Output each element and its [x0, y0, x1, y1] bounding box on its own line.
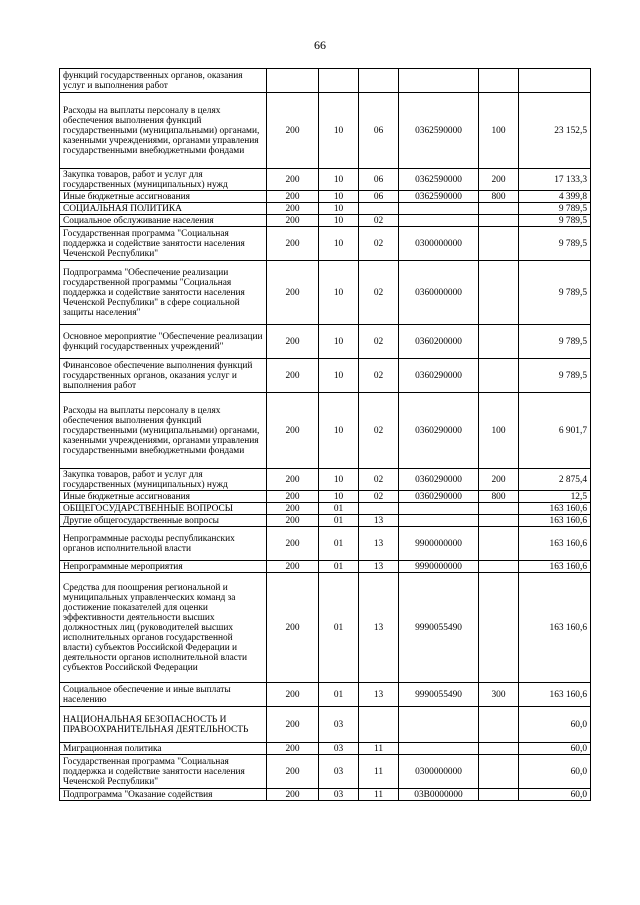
- row-amount: 60,0: [519, 789, 591, 801]
- row-target-article: [399, 203, 479, 215]
- row-subsection: 13: [359, 561, 399, 573]
- row-expense-type: 100: [479, 393, 519, 469]
- row-grbs: 200: [267, 707, 319, 743]
- row-name: СОЦИАЛЬНАЯ ПОЛИТИКА: [60, 203, 267, 215]
- row-amount: 60,0: [519, 743, 591, 755]
- table-row: [60, 203, 591, 215]
- row-section: 10: [319, 491, 359, 503]
- row-name: Непрограммные мероприятия: [60, 561, 267, 573]
- row-subsection: 02: [359, 215, 399, 227]
- table-row: [60, 491, 591, 503]
- row-subsection: 02: [359, 491, 399, 503]
- row-section: 03: [319, 707, 359, 743]
- row-grbs: 200: [267, 683, 319, 707]
- table-row: [60, 169, 591, 191]
- row-amount: 2 875,4: [519, 469, 591, 491]
- row-name: Государственная программа "Социальная поддержка и содействие занятости населения Чеченской Республики": [60, 227, 267, 261]
- row-section: 01: [319, 527, 359, 561]
- row-name: функций государственных органов, оказания услуг и выполнения работ: [60, 69, 267, 93]
- row-name: Закупка товаров, работ и услуг для государственных (муниципальных) нужд: [60, 169, 267, 191]
- row-target-article: [399, 69, 479, 93]
- row-section: 03: [319, 743, 359, 755]
- row-grbs: 200: [267, 215, 319, 227]
- row-subsection: 13: [359, 527, 399, 561]
- row-amount: [519, 69, 591, 93]
- row-expense-type: [479, 527, 519, 561]
- row-grbs: 200: [267, 359, 319, 393]
- row-amount: 163 160,6: [519, 561, 591, 573]
- row-name: Социальное обеспечение и иные выплаты населению: [60, 683, 267, 707]
- row-name: Расходы на выплаты персоналу в целях обеспечения выполнения функций государственными (муниципальными) органами, казенными учреждениями, органами управления государственными внебюджетными фондами: [60, 93, 267, 169]
- row-subsection: 06: [359, 169, 399, 191]
- row-amount: 9 789,5: [519, 261, 591, 325]
- row-grbs: 200: [267, 169, 319, 191]
- row-name: Миграционная политика: [60, 743, 267, 755]
- row-amount: 9 789,5: [519, 325, 591, 359]
- row-section: 10: [319, 393, 359, 469]
- row-target-article: 0360290000: [399, 469, 479, 491]
- row-subsection: 02: [359, 261, 399, 325]
- row-amount: 163 160,6: [519, 503, 591, 515]
- table-row: [60, 93, 591, 169]
- row-subsection: 13: [359, 683, 399, 707]
- row-amount: 12,5: [519, 491, 591, 503]
- row-subsection: [359, 69, 399, 93]
- table-row: [60, 527, 591, 561]
- row-section: [319, 69, 359, 93]
- row-subsection: 13: [359, 515, 399, 527]
- row-grbs: [267, 69, 319, 93]
- row-amount: 60,0: [519, 707, 591, 743]
- row-expense-type: [479, 561, 519, 573]
- row-amount: 60,0: [519, 755, 591, 789]
- row-grbs: 200: [267, 491, 319, 503]
- row-name: Подпрограмма "Оказание содействия: [60, 789, 267, 801]
- row-section: 01: [319, 573, 359, 683]
- row-name: Непрограммные расходы республиканских органов исполнительной власти: [60, 527, 267, 561]
- table-row: [60, 573, 591, 683]
- row-name: Другие общегосударственные вопросы: [60, 515, 267, 527]
- row-amount: 4 399,8: [519, 191, 591, 203]
- row-name: Средства для поощрения региональной и муниципальных управленческих команд за достижение показателей для оценки эффективности деятельности высших должностных лиц (руководителей высших исполнительных органов государственной власти) субъектов Российской Федерации и деятельности органов исполнительной власти субъектов Российской Федерации: [60, 573, 267, 683]
- row-expense-type: [479, 215, 519, 227]
- row-expense-type: [479, 203, 519, 215]
- row-section: 10: [319, 215, 359, 227]
- row-amount: 163 160,6: [519, 683, 591, 707]
- row-section: 10: [319, 227, 359, 261]
- row-grbs: 200: [267, 527, 319, 561]
- row-grbs: 200: [267, 261, 319, 325]
- row-grbs: 200: [267, 515, 319, 527]
- row-name: Подпрограмма "Обеспечение реализации государственной программы "Социальная поддержка и содействие занятости населения Чеченской Республики" в сфере социальной защиты населения": [60, 261, 267, 325]
- row-section: 01: [319, 683, 359, 707]
- row-target-article: [399, 707, 479, 743]
- row-amount: 23 152,5: [519, 93, 591, 169]
- row-subsection: 13: [359, 573, 399, 683]
- row-subsection: [359, 707, 399, 743]
- row-amount: 9 789,5: [519, 359, 591, 393]
- row-name: НАЦИОНАЛЬНАЯ БЕЗОПАСНОСТЬ И ПРАВООХРАНИТЕЛЬНАЯ ДЕЯТЕЛЬНОСТЬ: [60, 707, 267, 743]
- row-target-article: [399, 743, 479, 755]
- table-row: [60, 261, 591, 325]
- row-section: 10: [319, 469, 359, 491]
- table-row: [60, 683, 591, 707]
- table-row: [60, 515, 591, 527]
- row-grbs: 200: [267, 789, 319, 801]
- row-section: 03: [319, 755, 359, 789]
- row-subsection: 02: [359, 359, 399, 393]
- row-target-article: 0360290000: [399, 359, 479, 393]
- row-amount: 9 789,5: [519, 203, 591, 215]
- row-section: 01: [319, 515, 359, 527]
- row-name: Расходы на выплаты персоналу в целях обеспечения выполнения функций государственными (муниципальными) органами, казенными учреждениями, органами управления государственными внебюджетными фондами: [60, 393, 267, 469]
- row-grbs: 200: [267, 561, 319, 573]
- row-expense-type: [479, 515, 519, 527]
- row-name: Социальное обслуживание населения: [60, 215, 267, 227]
- row-grbs: 200: [267, 325, 319, 359]
- row-subsection: 02: [359, 393, 399, 469]
- row-expense-type: [479, 359, 519, 393]
- row-name: Закупка товаров, работ и услуг для государственных (муниципальных) нужд: [60, 469, 267, 491]
- table-row: [60, 707, 591, 743]
- row-expense-type: 800: [479, 191, 519, 203]
- row-expense-type: [479, 69, 519, 93]
- row-expense-type: [479, 503, 519, 515]
- row-target-article: [399, 215, 479, 227]
- row-section: 10: [319, 325, 359, 359]
- row-expense-type: [479, 261, 519, 325]
- table-row: [60, 69, 591, 93]
- row-target-article: 0300000000: [399, 755, 479, 789]
- row-expense-type: 200: [479, 469, 519, 491]
- row-target-article: 0360000000: [399, 261, 479, 325]
- row-target-article: 9990000000: [399, 561, 479, 573]
- row-target-article: 0360290000: [399, 491, 479, 503]
- row-expense-type: [479, 707, 519, 743]
- row-target-article: 0360290000: [399, 393, 479, 469]
- row-name: Основное мероприятие "Обеспечение реализации функций государственных учреждений": [60, 325, 267, 359]
- row-expense-type: 300: [479, 683, 519, 707]
- row-grbs: 200: [267, 573, 319, 683]
- row-expense-type: [479, 227, 519, 261]
- row-target-article: 03В0000000: [399, 789, 479, 801]
- row-subsection: 11: [359, 755, 399, 789]
- row-target-article: 9990055490: [399, 683, 479, 707]
- row-target-article: 0300000000: [399, 227, 479, 261]
- table-row: [60, 743, 591, 755]
- table-row: [60, 215, 591, 227]
- row-section: 01: [319, 561, 359, 573]
- row-expense-type: 200: [479, 169, 519, 191]
- row-section: 10: [319, 261, 359, 325]
- row-subsection: 02: [359, 227, 399, 261]
- row-amount: 17 133,3: [519, 169, 591, 191]
- row-section: 01: [319, 503, 359, 515]
- budget-table: [59, 68, 591, 801]
- table-row: [60, 789, 591, 801]
- table-row: [60, 503, 591, 515]
- row-grbs: 200: [267, 755, 319, 789]
- row-target-article: 0362590000: [399, 191, 479, 203]
- row-grbs: 200: [267, 393, 319, 469]
- row-subsection: [359, 503, 399, 515]
- row-name: ОБЩЕГОСУДАРСТВЕННЫЕ ВОПРОСЫ: [60, 503, 267, 515]
- row-name: Иные бюджетные ассигнования: [60, 491, 267, 503]
- row-section: 10: [319, 359, 359, 393]
- row-expense-type: [479, 789, 519, 801]
- row-subsection: [359, 203, 399, 215]
- row-amount: 163 160,6: [519, 527, 591, 561]
- row-section: 03: [319, 789, 359, 801]
- table-row: [60, 191, 591, 203]
- row-target-article: 9990055490: [399, 573, 479, 683]
- table-row: [60, 359, 591, 393]
- row-grbs: 200: [267, 227, 319, 261]
- row-subsection: 02: [359, 325, 399, 359]
- table-row: [60, 561, 591, 573]
- row-section: 10: [319, 169, 359, 191]
- row-grbs: 200: [267, 743, 319, 755]
- row-expense-type: [479, 755, 519, 789]
- row-amount: 6 901,7: [519, 393, 591, 469]
- row-expense-type: 100: [479, 93, 519, 169]
- row-subsection: 06: [359, 191, 399, 203]
- page-number: 66: [314, 38, 326, 52]
- row-grbs: 200: [267, 93, 319, 169]
- row-amount: 9 789,5: [519, 215, 591, 227]
- row-subsection: 11: [359, 789, 399, 801]
- row-target-article: 0362590000: [399, 93, 479, 169]
- row-grbs: 200: [267, 469, 319, 491]
- table-row: [60, 393, 591, 469]
- row-amount: 163 160,6: [519, 515, 591, 527]
- row-expense-type: [479, 743, 519, 755]
- row-grbs: 200: [267, 191, 319, 203]
- row-subsection: 06: [359, 93, 399, 169]
- table-row: [60, 227, 591, 261]
- row-expense-type: [479, 325, 519, 359]
- row-amount: 163 160,6: [519, 573, 591, 683]
- table-row: [60, 755, 591, 789]
- row-subsection: 02: [359, 469, 399, 491]
- row-expense-type: [479, 573, 519, 683]
- row-section: 10: [319, 203, 359, 215]
- row-amount: 9 789,5: [519, 227, 591, 261]
- row-name: Финансовое обеспечение выполнения функций государственных органов, оказания услуг и выполнения работ: [60, 359, 267, 393]
- table-row: [60, 469, 591, 491]
- row-name: Государственная программа "Социальная поддержка и содействие занятости населения Чеченской Республики": [60, 755, 267, 789]
- row-section: 10: [319, 191, 359, 203]
- row-grbs: 200: [267, 503, 319, 515]
- table-row: [60, 325, 591, 359]
- row-subsection: 11: [359, 743, 399, 755]
- row-section: 10: [319, 93, 359, 169]
- row-expense-type: 800: [479, 491, 519, 503]
- row-grbs: 200: [267, 203, 319, 215]
- row-target-article: [399, 503, 479, 515]
- row-target-article: 9900000000: [399, 527, 479, 561]
- row-name: Иные бюджетные ассигнования: [60, 191, 267, 203]
- row-target-article: [399, 515, 479, 527]
- row-target-article: 0360200000: [399, 325, 479, 359]
- row-target-article: 0362590000: [399, 169, 479, 191]
